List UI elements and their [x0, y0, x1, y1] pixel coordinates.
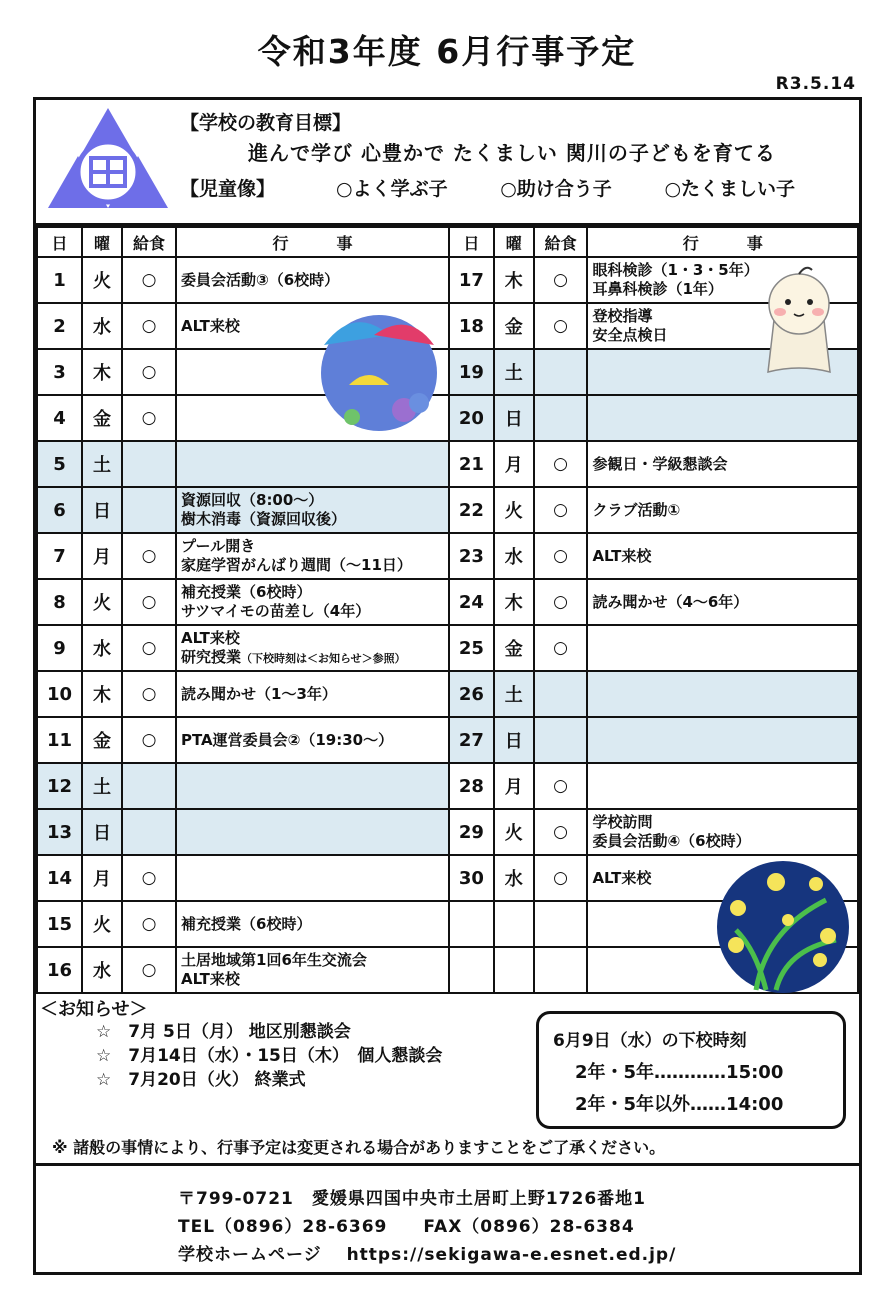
calendar-row	[37, 947, 449, 993]
event-cell	[587, 441, 858, 487]
event-text: 耳鼻科検診（1年）	[592, 280, 723, 298]
lunch-cell: ○	[534, 487, 588, 533]
day-cell: 2	[37, 303, 82, 349]
weekday-cell: 木	[82, 671, 122, 717]
calendar-row	[37, 533, 449, 579]
lunch-cell	[122, 763, 176, 809]
calendar-row	[449, 671, 858, 717]
weekday-cell: 土	[82, 763, 122, 809]
day-cell: 9	[37, 625, 82, 671]
event-text: 参観日・学級懇談会	[592, 454, 728, 473]
weekday-cell: 金	[82, 717, 122, 763]
event-cell	[176, 533, 449, 579]
notices-section	[36, 995, 859, 1163]
event-cell	[176, 947, 449, 993]
event-cell	[587, 671, 858, 717]
day-cell: 3	[37, 349, 82, 395]
notice-item: ☆ 7月14日（水）・15日（木） 個人懇談会	[96, 1046, 443, 1066]
event-text: 委員会活動③（6校時）	[181, 270, 340, 289]
lunch-cell: ○	[122, 947, 176, 993]
col-weekday: 曜	[494, 227, 534, 257]
event-cell	[176, 717, 449, 763]
weekday-cell: 月	[494, 763, 534, 809]
day-cell	[449, 901, 494, 947]
lunch-cell: ○	[122, 349, 176, 395]
umbrella-illustration-icon	[314, 305, 444, 435]
event-cell	[587, 395, 858, 441]
day-cell: 7	[37, 533, 82, 579]
calendar-row	[449, 579, 858, 625]
calendar-row	[37, 487, 449, 533]
notice-item: ☆ 7月 5日（月） 地区別懇談会	[96, 1022, 351, 1042]
calendar-row	[449, 533, 858, 579]
event-cell	[176, 901, 449, 947]
dismissal-line: 2年・5年以外……14:00	[575, 1094, 784, 1115]
event-text: 読み聞かせ（1～3年）	[181, 684, 337, 703]
child-item: ○たくましい子	[664, 178, 796, 200]
event-text: 登校指導	[592, 307, 653, 325]
event-text: プール開き	[181, 537, 256, 555]
day-cell: 21	[449, 441, 494, 487]
day-cell	[449, 947, 494, 993]
event-text: ALT来校	[181, 628, 240, 647]
lunch-cell: ○	[534, 303, 588, 349]
lunch-cell: ○	[122, 395, 176, 441]
day-cell: 27	[449, 717, 494, 763]
day-cell: 16	[37, 947, 82, 993]
day-cell: 30	[449, 855, 494, 901]
col-events: 行 事	[587, 227, 858, 257]
lunch-cell: ○	[122, 671, 176, 717]
homepage-link[interactable]: 学校ホームページ https://sekigawa-e.esnet.ed.jp/	[178, 1245, 677, 1265]
event-text: 補充授業（6校時）	[181, 583, 312, 601]
weekday-cell: 日	[82, 487, 122, 533]
weekday-cell	[494, 901, 534, 947]
day-cell: 4	[37, 395, 82, 441]
calendar-row	[37, 855, 449, 901]
lunch-cell	[534, 395, 588, 441]
dismissal-time-box	[536, 1011, 846, 1129]
lunch-cell	[534, 947, 588, 993]
event-cell	[587, 533, 858, 579]
weekday-cell: 火	[82, 257, 122, 303]
event-cell	[587, 763, 858, 809]
day-cell: 15	[37, 901, 82, 947]
child-item: ○助け合う子	[500, 178, 612, 200]
event-text: 家庭学習がんばり週間（～11日）	[181, 556, 412, 574]
notice-item: ☆ 7月20日（火） 終業式	[96, 1070, 306, 1090]
event-cell	[587, 809, 858, 855]
day-cell: 6	[37, 487, 82, 533]
day-cell: 25	[449, 625, 494, 671]
col-events: 行 事	[176, 227, 449, 257]
calendar-row	[449, 441, 858, 487]
day-cell: 24	[449, 579, 494, 625]
lunch-cell: ○	[534, 533, 588, 579]
event-note: （下校時刻は＜お知らせ＞参照）	[241, 651, 406, 665]
calendar-row	[449, 487, 858, 533]
lunch-cell: ○	[122, 257, 176, 303]
day-cell: 10	[37, 671, 82, 717]
weekday-cell: 火	[494, 487, 534, 533]
event-cell	[176, 257, 449, 303]
lunch-cell: ○	[534, 579, 588, 625]
event-text: サツマイモの苗差し（4年）	[181, 602, 371, 620]
lunch-cell: ○	[122, 579, 176, 625]
calendar-row	[449, 809, 858, 855]
lunch-cell: ○	[122, 303, 176, 349]
weekday-cell: 水	[82, 947, 122, 993]
event-text: 委員会活動④（6校時）	[592, 832, 751, 850]
weekday-cell: 月	[82, 533, 122, 579]
lunch-cell: ○	[534, 855, 588, 901]
lunch-cell	[122, 487, 176, 533]
weekday-cell: 日	[494, 717, 534, 763]
calendar-row	[449, 625, 858, 671]
goal-text: 進んで学び 心豊かで たくましい 関川の子どもを育てる	[248, 141, 776, 165]
child-items	[336, 174, 841, 201]
weekday-cell	[494, 947, 534, 993]
phone-fax: TEL（0896）28-6369 FAX（0896）28-6384	[178, 1217, 635, 1237]
calendar-row	[449, 395, 858, 441]
lunch-cell: ○	[122, 901, 176, 947]
day-cell: 14	[37, 855, 82, 901]
weekday-cell: 金	[494, 625, 534, 671]
dismissal-title: 6月9日（水）の下校時刻	[553, 1031, 747, 1051]
day-cell: 28	[449, 763, 494, 809]
weekday-cell: 火	[82, 901, 122, 947]
event-text: 補充授業（6校時）	[181, 914, 312, 933]
day-cell: 11	[37, 717, 82, 763]
event-text: 眼科検診（1・3・5年）	[592, 261, 759, 279]
day-cell: 29	[449, 809, 494, 855]
lunch-cell	[534, 901, 588, 947]
calendar-row	[37, 257, 449, 303]
day-cell: 17	[449, 257, 494, 303]
lunch-cell: ○	[534, 441, 588, 487]
school-contact-footer	[36, 1163, 859, 1272]
weekday-cell: 土	[494, 671, 534, 717]
event-cell	[176, 809, 449, 855]
caution-note: ※ 諸般の事情により、行事予定は変更される場合がありますことをご了承ください。	[52, 1138, 666, 1157]
address: 〒799-0721 愛媛県四国中央市土居町上野1726番地1	[178, 1189, 646, 1209]
lunch-cell: ○	[122, 625, 176, 671]
day-cell: 20	[449, 395, 494, 441]
weekday-cell: 土	[494, 349, 534, 395]
event-cell	[587, 625, 858, 671]
weekday-cell: 日	[494, 395, 534, 441]
event-cell	[176, 441, 449, 487]
weekday-cell: 土	[82, 441, 122, 487]
event-cell	[176, 671, 449, 717]
day-cell: 23	[449, 533, 494, 579]
schedule-frame	[33, 97, 862, 1275]
weekday-cell: 水	[82, 303, 122, 349]
weekday-cell: 水	[494, 533, 534, 579]
event-text: 土居地域第1回6年生交流会	[181, 951, 367, 969]
col-day: 日	[449, 227, 494, 257]
col-lunch: 給食	[122, 227, 176, 257]
calendar-row	[37, 717, 449, 763]
col-day: 日	[37, 227, 82, 257]
weekday-cell: 木	[494, 579, 534, 625]
event-cell	[587, 717, 858, 763]
notice-heading: ＜お知らせ＞	[40, 999, 148, 1020]
lunch-cell	[534, 717, 588, 763]
weekday-cell: 月	[82, 855, 122, 901]
calendar-row	[37, 671, 449, 717]
calendar-row	[37, 441, 449, 487]
lunch-cell: ○	[122, 855, 176, 901]
goal-heading: 【学校の教育目標】	[180, 112, 352, 134]
event-text: 樹木消毒（資源回収後）	[181, 510, 347, 528]
weekday-cell: 水	[82, 625, 122, 671]
calendar-row	[37, 901, 449, 947]
event-cell	[176, 579, 449, 625]
weekday-cell: 金	[82, 395, 122, 441]
weekday-cell: 水	[494, 855, 534, 901]
lunch-cell: ○	[534, 257, 588, 303]
day-cell: 5	[37, 441, 82, 487]
event-text: 資源回収（8:00～）	[181, 491, 324, 509]
weekday-cell: 火	[82, 579, 122, 625]
lunch-cell: ○	[534, 809, 588, 855]
calendar-row	[37, 579, 449, 625]
calendar-row	[449, 717, 858, 763]
child-item: ○よく学ぶ子	[336, 178, 448, 200]
weekday-cell: 日	[82, 809, 122, 855]
lunch-cell: ○	[122, 717, 176, 763]
event-text: 読み聞かせ（4～6年）	[592, 592, 749, 611]
event-text: ALT来校	[181, 970, 240, 988]
dismissal-line: 2年・5年…………15:00	[575, 1062, 784, 1083]
issue-date: R3.5.14	[775, 74, 856, 94]
day-cell: 19	[449, 349, 494, 395]
event-cell	[176, 763, 449, 809]
event-text: 学校訪問	[592, 813, 653, 831]
calendar-row	[37, 763, 449, 809]
event-cell	[176, 487, 449, 533]
day-cell: 12	[37, 763, 82, 809]
lunch-cell: ○	[534, 625, 588, 671]
event-cell	[176, 625, 449, 671]
weekday-cell: 木	[82, 349, 122, 395]
lunch-cell	[534, 349, 588, 395]
event-text: ALT来校	[181, 316, 240, 335]
event-text: 安全点検日	[592, 326, 668, 344]
calendar-row	[37, 625, 449, 671]
event-cell	[176, 855, 449, 901]
child-heading: 【児童像】	[180, 178, 276, 200]
event-text: PTA運営委員会②（19:30～）	[181, 730, 394, 749]
calendar-row	[449, 763, 858, 809]
lunch-cell	[122, 441, 176, 487]
weekday-cell: 月	[494, 441, 534, 487]
col-lunch: 給食	[534, 227, 588, 257]
event-text	[181, 648, 448, 668]
day-cell: 18	[449, 303, 494, 349]
day-cell: 13	[37, 809, 82, 855]
page-title: 令和3年度 6月行事予定	[257, 32, 637, 71]
day-cell: 22	[449, 487, 494, 533]
lunch-cell	[534, 671, 588, 717]
school-emblem-icon	[46, 104, 170, 214]
col-weekday: 曜	[82, 227, 122, 257]
event-cell	[587, 579, 858, 625]
weekday-cell: 金	[494, 303, 534, 349]
day-cell: 8	[37, 579, 82, 625]
event-text: クラブ活動①	[592, 500, 681, 519]
day-cell: 26	[449, 671, 494, 717]
event-cell	[587, 487, 858, 533]
teru-teru-bozu-icon	[766, 260, 832, 376]
lunch-cell: ○	[122, 533, 176, 579]
event-text: ALT来校	[592, 546, 652, 565]
firefly-illustration-icon	[716, 860, 850, 994]
school-goals	[36, 100, 859, 226]
lunch-cell: ○	[534, 763, 588, 809]
lunch-cell	[122, 809, 176, 855]
event-text: 研究授業	[181, 647, 242, 666]
weekday-cell: 火	[494, 809, 534, 855]
event-text: ALT来校	[592, 868, 652, 887]
calendar-row	[37, 809, 449, 855]
day-cell: 1	[37, 257, 82, 303]
weekday-cell: 木	[494, 257, 534, 303]
